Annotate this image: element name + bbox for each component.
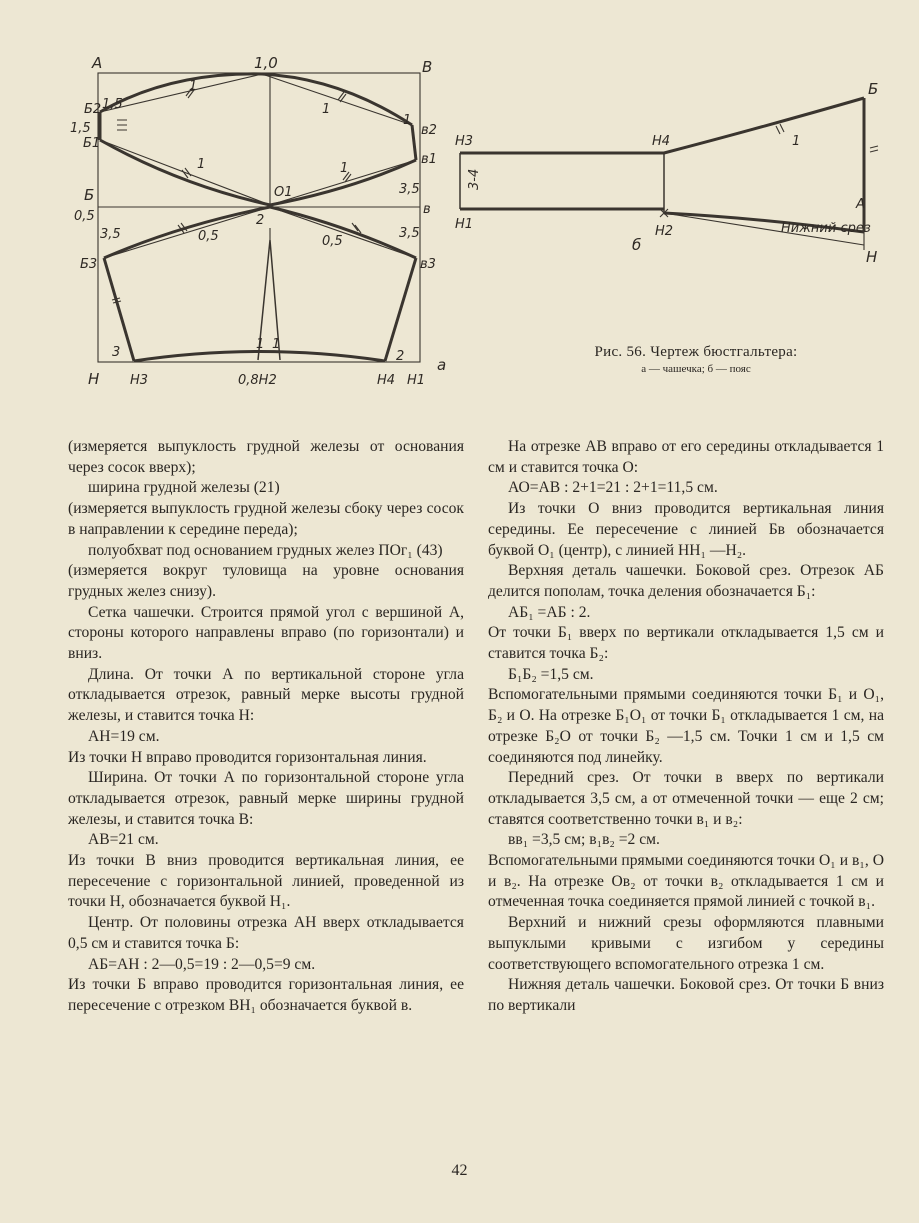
fig-label: Б2 [84, 102, 102, 117]
fig-label: 3 [112, 345, 121, 360]
fig-label: в [423, 202, 431, 217]
fig-label: Н2 [655, 224, 674, 239]
fig-label: 1,0 [254, 54, 278, 72]
fig-label: 3,5 [100, 227, 121, 242]
fig-label: Б1 [83, 136, 101, 151]
figure-caption [551, 344, 841, 375]
aux-line-b3-o1 [104, 207, 270, 258]
fig-label: В [422, 58, 433, 76]
tick-mark [776, 124, 784, 134]
paragraph: Из точки Б вправо проводится горизонтальная линия, ее пересечение с отрезком ВН₁ обозначается буквой в. [68, 976, 464, 1014]
fig-label: Б [84, 186, 95, 204]
fig-label: 1 [403, 113, 412, 128]
paragraph: Из точки О вниз проводится вертикальная линия середины. Ее пересечение с линией Бв обозначается буквой О₁ (центр), с линией НН₁ —Н₂. [488, 500, 884, 559]
formula: АБ₁ =АБ : 2. [508, 603, 591, 621]
right-text-column [488, 437, 884, 1017]
fig-label: Н [866, 248, 878, 266]
paragraph: Сетка чашечки. Строится прямой угол с вершиной А, стороны которого направлены вправо (по горизонтали) и вниз. [68, 603, 464, 663]
band-aux-line [664, 98, 864, 153]
upper-cup-top-curve [100, 74, 412, 125]
formula: АБ=АН : 2—0,5=19 : 2—0,5=9 см. [88, 955, 316, 973]
paragraph: Верхний и нижний срезы оформляются плавными выпуклыми кривыми с изгибом у середины соответствующего вспомогательного отрезка 1 см. [488, 914, 884, 973]
lower-cup-bottom-curve [134, 352, 385, 362]
fig-label: 1,5 [70, 121, 91, 136]
fig-label: б [632, 236, 642, 254]
fig-label: Н4 [377, 373, 396, 388]
upper-cup-front-edge [412, 125, 416, 160]
tick-mark [870, 146, 878, 152]
fig-label: 0,5 [322, 234, 343, 249]
paragraph: (измеряется выпуклость грудной железы от основания через сосок вверх); [68, 438, 464, 476]
paragraph: (измеряется выпуклость грудной железы сбоку через сосок в направлении к середине переда); [68, 500, 464, 538]
aux-line-b2-o [100, 74, 262, 112]
fig-label: 1 [340, 161, 349, 176]
formula: Б₁Б₂ =1,5 см. [508, 665, 594, 683]
formula: АН=19 см. [88, 727, 160, 745]
tick-mark [117, 120, 127, 130]
fig-label: Нижний срез [781, 221, 871, 236]
fig-label: 1 [197, 157, 206, 172]
caption-title: Рис. 56. Чертеж бюстгальтера: [594, 344, 798, 360]
fig-label: А [92, 54, 103, 72]
aux-line-o-v2 [262, 74, 412, 125]
paragraph: ширина грудной железы (21) [88, 479, 280, 497]
fig-label: 3,5 [399, 182, 420, 197]
fig-label: А [856, 197, 865, 212]
fig-label: в2 [421, 123, 437, 138]
page-number: 42 [451, 1162, 468, 1179]
fig-label: Н3 [130, 373, 149, 388]
paragraph: Из точки Н вправо проводится горизонтальная линия. [68, 748, 427, 766]
band-drawing [455, 80, 878, 266]
fig-label: Б [868, 80, 879, 98]
lower-cup-right-side [385, 258, 416, 361]
paragraph: Нижняя деталь чашечки. Боковой срез. От точки Б вниз по вертикали [488, 976, 884, 1014]
fig-label: О1 [274, 185, 293, 200]
formula: АВ=21 см. [88, 831, 159, 849]
paragraph: Из точки В вниз проводится вертикальная линия, ее пересечение с горизонтальной линией, проведенной из точки Н, обозначается буквой Н₁. [68, 852, 464, 911]
formula: АО=АВ : 2+1=21 : 2+1=11,5 см. [508, 479, 718, 497]
fig-label: в3 [420, 257, 436, 272]
fig-label: 3,5 [399, 226, 420, 241]
paragraph: От точки Б₁ вверх по вертикали откладывается 1,5 см и ставится точка Б₂: [488, 624, 884, 663]
fig-label: 2 [256, 213, 265, 228]
paragraph: Вспомогательными прямыми соединяются точки Б₁ и О₁, Б₂ и О. На отрезке Б₁О₁ от точки Б₁ откладывается 1 см, на отрезке Б₂О от точки Б₂ —1,5 см. Точки 1 см и 1,5 см соединяются под линейку. [488, 686, 884, 766]
paragraph: На отрезке АВ вправо от его середины откладывается 1 см и ставится точка О: [488, 438, 884, 476]
fig-label: в1 [421, 152, 437, 167]
fig-label: 3-4 [467, 168, 482, 190]
left-text-column [68, 437, 464, 1017]
fig-label: Б3 [80, 257, 98, 272]
upper-cup-bottom-curve [100, 140, 416, 205]
fig-label: а [437, 356, 447, 374]
paragraph: Вспомогательными прямыми соединяются точки О₁ и в₁, О и в₂. На отрезке Ов₂ от точки в₂ откладывается 1 см и отмеченная точка соединяется прямой линией с точкой в₁. [488, 852, 884, 911]
fig-label: 0,8Н2 [238, 373, 277, 388]
fig-label: 1 [272, 337, 281, 352]
fig-label: 1,5 [102, 97, 123, 112]
paragraph: полуобхват под основанием грудных желез ПОг₁ (43) [88, 541, 443, 559]
fig-label: Н1 [407, 373, 426, 388]
fig-label: Н [88, 370, 100, 388]
fig-label: 0,5 [198, 229, 219, 244]
paragraph: Верхняя деталь чашечки. Боковой срез. Отрезок АБ делится пополам, точка деления обозначается Б₁: [488, 562, 884, 600]
fig-label: 1 [792, 134, 801, 149]
paragraph: (измеряется вокруг туловища на уровне основания грудных желез снизу). [68, 562, 464, 600]
fig-label: 2 [396, 349, 405, 364]
fig-label: 1 [322, 102, 331, 117]
caption-subtitle: а — чашечка; б — пояс [641, 363, 751, 375]
fig-label: Н1 [455, 217, 474, 232]
formula: вв₁ =3,5 см; в₁в₂ =2 см. [508, 831, 660, 849]
aux-line-v3-o1 [270, 207, 416, 258]
fig-label: 0,5 [74, 209, 95, 224]
aux-line-b1-o1 [100, 140, 270, 205]
fig-label: Н3 [455, 134, 474, 149]
paragraph: Передний срез. От точки в вверх по вертикали откладывается 3,5 см, а от отмеченной точки — еще 2 см; ставятся соответственно точки в₁ и в₂: [488, 769, 884, 828]
paragraph: Ширина. От точки А по горизонтальной стороне угла откладывается отрезок, равный мерке ширины грудной железы, и ставится точка В: [68, 769, 464, 828]
fig-label: 1 [256, 337, 265, 352]
fig-label: Н4 [652, 134, 671, 149]
cup-drawing [70, 54, 446, 388]
figure-56-drawing [0, 0, 919, 400]
paragraph: Центр. От половины отрезка АН вверх откладывается 0,5 см и ставится точка Б: [68, 914, 464, 952]
paragraph: Длина. От точки А по вертикальной стороне угла откладывается отрезок, равный мерке высоты грудной железы, и ставится точка Н: [68, 665, 464, 725]
fig-label: 1 [189, 79, 198, 94]
